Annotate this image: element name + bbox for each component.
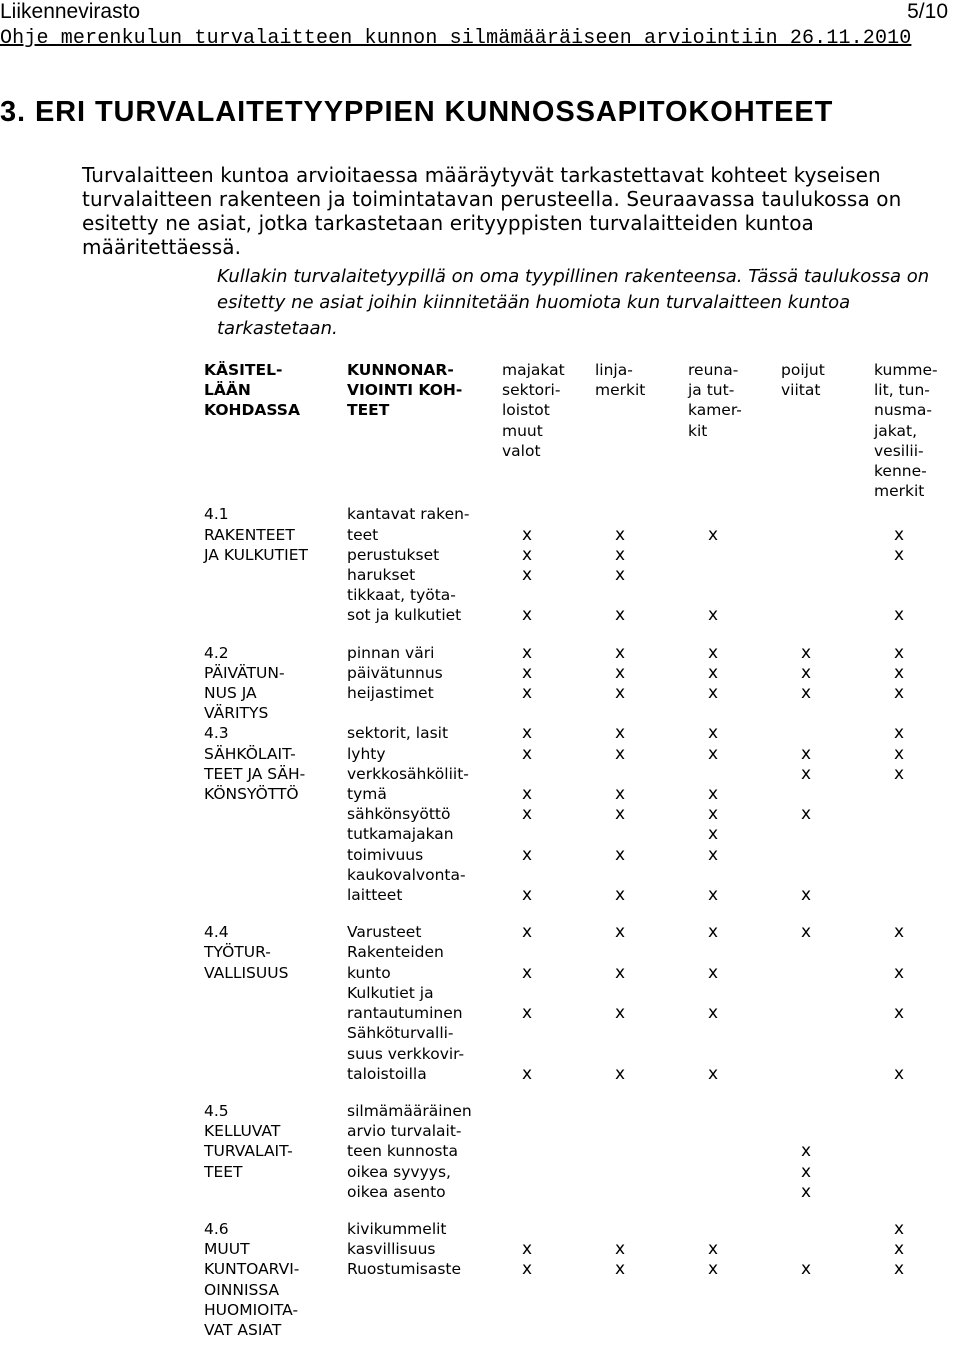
row-section: 4.1 RAKENTEET JA KULKUTIET: [196, 502, 339, 640]
header-cairns-daymarks: kumme- lit, tun- nusma- jakat, vesilii- kenne- merkit: [866, 356, 960, 502]
mark-cell: x x x x: [494, 502, 587, 640]
header-edge-radar-marks: reuna- ja tut- kamer- kit: [680, 356, 773, 502]
mark-cell: x x: [587, 1216, 680, 1354]
mark-cell: x x x: [773, 1098, 866, 1216]
section-heading: 3. ERI TURVALAITETYYPPIEN KUNNOSSAPITOKOHTEET: [0, 96, 833, 129]
mark-cell: x x x x: [680, 920, 773, 1099]
mark-cell: x x x x: [866, 920, 960, 1099]
header-range-marks: linja- merkit: [587, 356, 680, 502]
mark-cell: x x x x x x x x x: [587, 640, 680, 920]
mark-cell: x: [773, 920, 866, 1099]
mark-cell: x: [773, 1216, 866, 1354]
header-items: KUNNONAR- VIOINTI KOH- TEET: [339, 356, 494, 502]
intro-paragraph: Turvalaitteen kuntoa arvioitaessa määräytyvät tarkastettavat kohteet kyseisen turvalaitteen rakenteen ja toimintatavan perusteella. Seuraavassa taulukossa on esitetty ne asiat, jotka tarkastetaan erityyppisten turvalaitteiden kuntoa määritettäessä.: [82, 163, 950, 259]
table-row: [196, 640, 960, 920]
organization-name: Liikennevirasto: [0, 0, 140, 24]
mark-cell: x x x x: [494, 920, 587, 1099]
mark-cell: [494, 1098, 587, 1216]
header-section: KÄSITEL- LÄÄN KOHDASSA: [196, 356, 339, 502]
mark-cell: [587, 1098, 680, 1216]
mark-cell: x x x x x x x: [773, 640, 866, 920]
mark-cell: x x: [680, 1216, 773, 1354]
row-section: 4.2 PÄIVÄTUN- NUS JA VÄRITYS 4.3 SÄHKÖLAIT- TEET JA SÄH- KÖNSYÖTTÖ: [196, 640, 339, 920]
maintenance-table: [195, 355, 960, 1355]
table-row: [196, 502, 960, 640]
document-title: Ohje merenkulun turvalaitteen kunnon silmämääräiseen arviointiin 26.11.2010: [0, 27, 911, 50]
row-items: pinnan väri päivätunnus heijastimet sektorit, lasit lyhty verkkosähköliit- tymä sähkönsyöttö tutkamajakan toimivuus kaukovalvonta- laitteet: [339, 640, 494, 920]
row-items: kivikummelit kasvillisuus Ruostumisaste: [339, 1216, 494, 1354]
header-lighthouses: majakat sektori- loistot muut valot: [494, 356, 587, 502]
table-row: [196, 1216, 960, 1354]
table-row: [196, 1098, 960, 1216]
header-buoys-spars: poijut viitat: [773, 356, 866, 502]
mark-cell: x x x x x x x x x x: [680, 640, 773, 920]
note-paragraph: Kullakin turvalaitetyypillä on oma tyypillinen rakenteensa. Tässä taulukossa on esitetty ne asiat joihin kiinnitetään huomiota kun turvalaitteen kuntoa tarkastetaan.: [217, 264, 954, 342]
mark-cell: x x: [494, 1216, 587, 1354]
mark-cell: x x: [680, 502, 773, 640]
mark-cell: x x x: [866, 1216, 960, 1354]
mark-cell: x x x x x x: [866, 640, 960, 920]
mark-cell: x x x: [866, 502, 960, 640]
row-section: 4.4 TYÖTUR- VALLISUUS: [196, 920, 339, 1099]
mark-cell: [773, 502, 866, 640]
row-items: Varusteet Rakenteiden kunto Kulkutiet ja rantautuminen Sähköturvalli- suus verkkovir- taloistoilla: [339, 920, 494, 1099]
page-number: 5/10: [907, 0, 948, 24]
row-section: 4.5 KELLUVAT TURVALAIT- TEET: [196, 1098, 339, 1216]
row-items: kantavat raken- teet perustukset harukset tikkaat, työta- sot ja kulkutiet: [339, 502, 494, 640]
mark-cell: [866, 1098, 960, 1216]
table-row: [196, 920, 960, 1099]
mark-cell: x x x x x x x x x: [494, 640, 587, 920]
table-header-row: [196, 356, 960, 502]
mark-cell: x x x x: [587, 920, 680, 1099]
mark-cell: [680, 1098, 773, 1216]
mark-cell: x x x x: [587, 502, 680, 640]
row-items: silmämääräinen arvio turvalait- teen kunnosta oikea syvyys, oikea asento: [339, 1098, 494, 1216]
row-section: 4.6 MUUT KUNTOARVI- OINNISSA HUOMIOITA- VAT ASIAT: [196, 1216, 339, 1354]
